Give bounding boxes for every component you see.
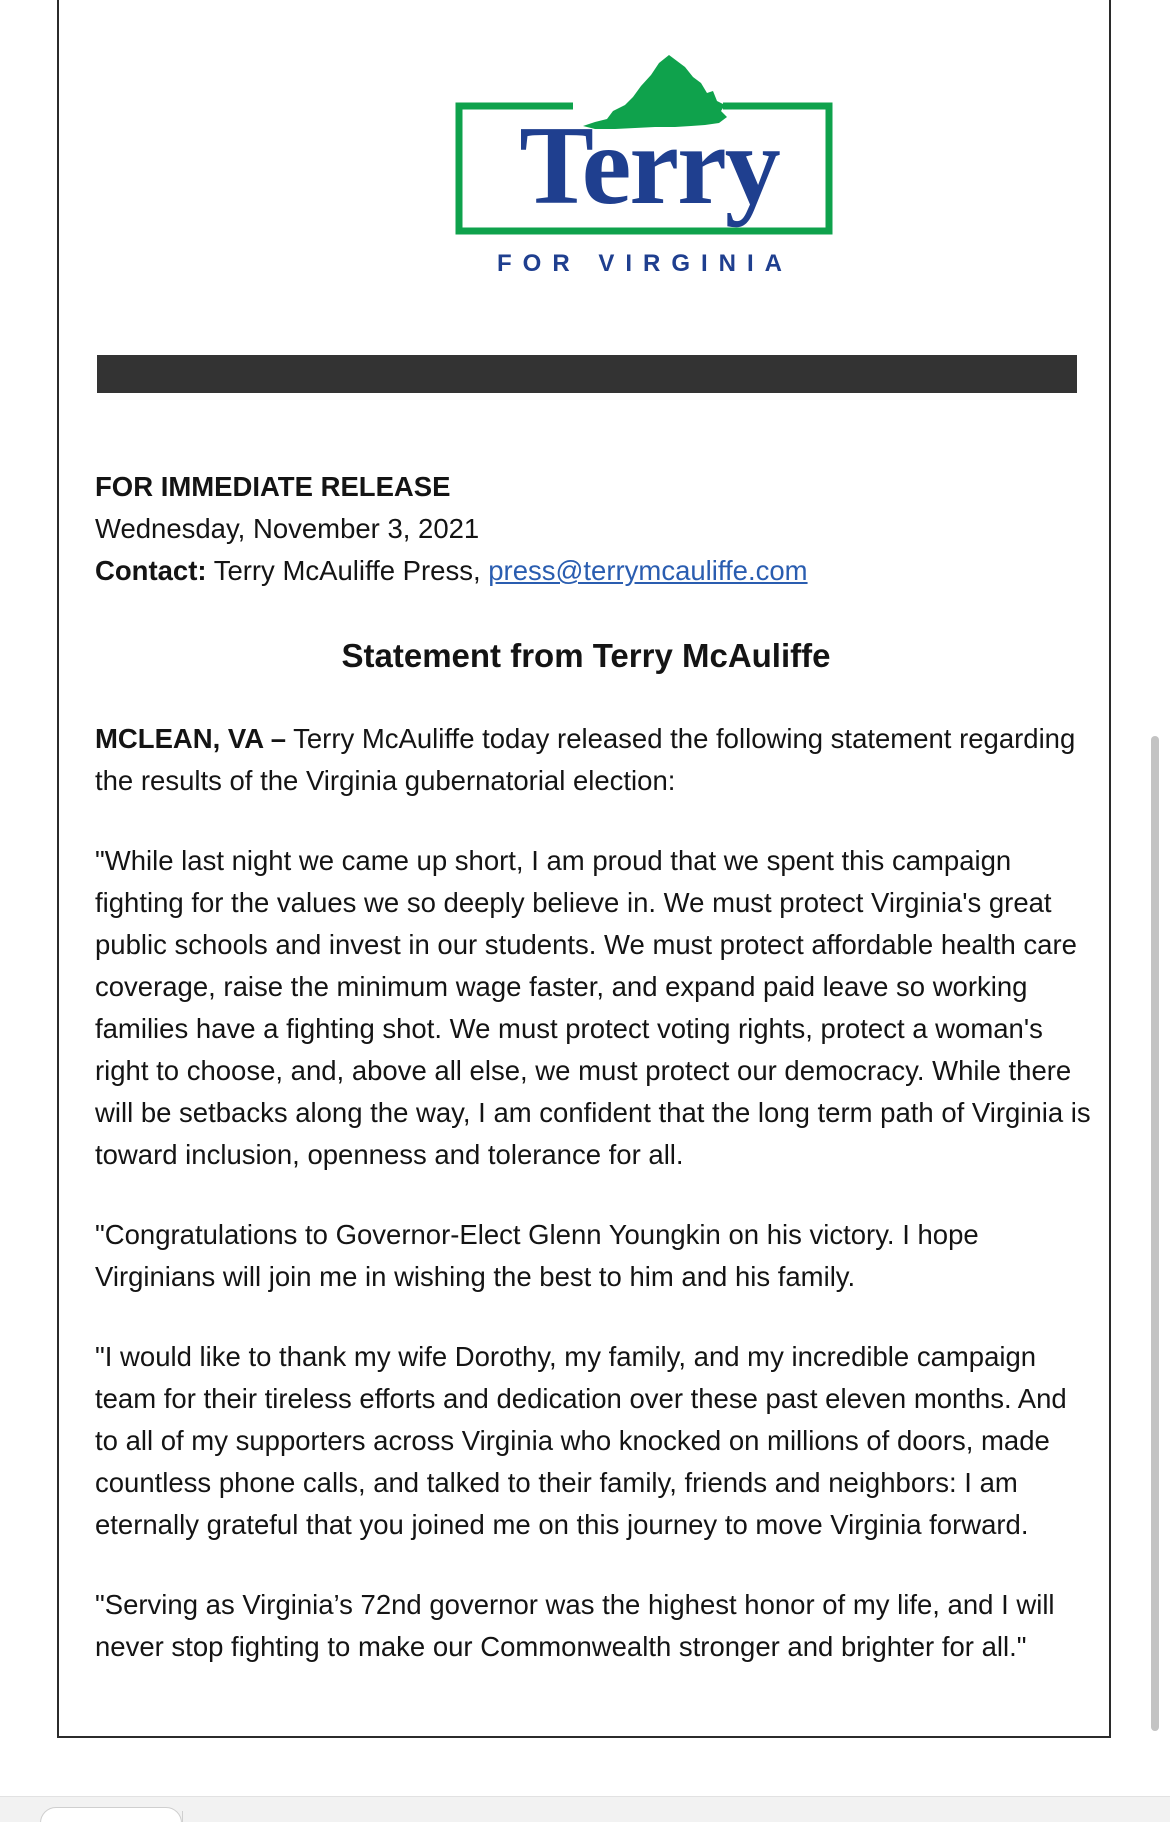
bottom-toolbar	[0, 1796, 1170, 1822]
contact-line	[95, 550, 1095, 592]
intro-paragraph	[95, 718, 1095, 802]
logo-tagline: FOR VIRGINIA	[496, 250, 794, 277]
statement-title: Statement from Terry McAuliffe	[341, 637, 831, 674]
contact-email-link[interactable]: press@terrymcauliffe.com	[488, 555, 808, 586]
logo-wordmark: Terry	[519, 104, 779, 228]
logo-graphic	[455, 53, 835, 283]
intro-text: Terry McAuliffe today released the following statement regarding the results of the Virginia gubernatorial election:	[95, 723, 1076, 796]
scrollbar-thumb[interactable]	[1151, 736, 1159, 1731]
statement-paragraph: "I would like to thank my wife Dorothy, my family, and my incredible campaign team for their tireless efforts and dedication over these past eleven months. And to all of my supporters across Virginia who knocked on millions of doors, made countless phone calls, and talked to their family, friends and neighbors: I am eternally grateful that you joined me on this journey to move Virginia forward.	[95, 1341, 1067, 1540]
dateline: MCLEAN, VA –	[95, 723, 286, 754]
vertical-scrollbar[interactable]	[1148, 730, 1162, 1740]
toolbar-pill-button[interactable]	[40, 1807, 182, 1822]
immediate-release-heading: FOR IMMEDIATE RELEASE	[95, 471, 451, 502]
statement-paragraph: "While last night we came up short, I am proud that we spent this campaign fighting for the values we so deeply believe in. We must protect Virginia's great public schools and invest in our students. We must protect affordable health care coverage, raise the minimum wage faster, and expand paid leave so working families have a fighting shot. We must protect voting rights, protect a woman's right to choose, and, above all else, we must protect our democracy. While there will be setbacks along the way, I am confident that the long term path of Virginia is toward inclusion, openness and tolerance for all.	[95, 845, 1091, 1170]
terry-for-virginia-logo	[455, 53, 835, 283]
contact-label: Contact:	[95, 555, 207, 586]
toolbar-divider	[182, 1811, 183, 1822]
header-divider-bar	[97, 355, 1077, 393]
statement-paragraph: "Serving as Virginia’s 72nd governor was the highest honor of my life, and I will never stop fighting to make our Commonwealth stronger and brighter for all."	[95, 1589, 1055, 1662]
statement-paragraph: "Congratulations to Governor-Elect Glenn Youngkin on his victory. I hope Virginians will join me in wishing the best to him and his family.	[95, 1219, 979, 1292]
press-release-document	[57, 0, 1111, 1738]
release-content	[95, 466, 1095, 1706]
contact-name: Terry McAuliffe Press,	[213, 555, 481, 586]
release-date: Wednesday, November 3, 2021	[95, 513, 480, 544]
